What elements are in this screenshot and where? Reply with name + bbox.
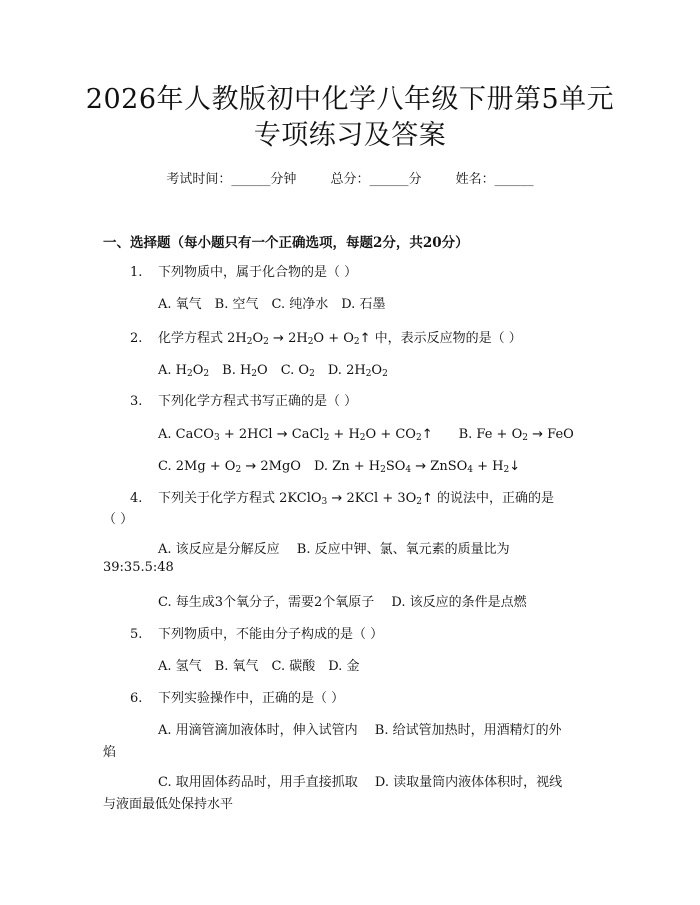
question-4-options-cd: C. 每生成3个氧分子，需要2个氧原子 D. 该反应的条件是点燃 bbox=[158, 595, 527, 610]
student-name: 姓名：______ bbox=[455, 172, 534, 187]
question-4-options-ab: A. 该反应是分解反应 B. 反应中钾、氯、氧元素的质量比为 bbox=[158, 542, 510, 557]
total-score: 总分：______分 bbox=[330, 172, 422, 187]
question-1 bbox=[130, 261, 357, 280]
question-number: 1. bbox=[130, 265, 143, 280]
question-3 bbox=[130, 390, 357, 409]
question-text: 下列关于化学方程式 2KClO$_3$ → $2KCl + 3O_2↑$ 的说法中，正确的是 bbox=[158, 491, 555, 507]
exam-info bbox=[0, 168, 700, 187]
question-6-options-ab: A. 用滴管滴加液体时，伸入试管内 B. 给试管加热时，用酒精灯的外 bbox=[158, 723, 562, 738]
question-4 bbox=[130, 487, 554, 507]
question-3-options-ab: A. CaCO$_3$ + 2HCl → CaCl$_2$ + $H_2O$ + $CO_2↑$ B. $Fe + O_2$ → FeO bbox=[158, 427, 574, 443]
question-4-text-continued: （ ） bbox=[103, 512, 134, 527]
question-number: 2. bbox=[130, 331, 143, 346]
page-title-line1: 2026年人教版初中化学八年级下册第5单元 bbox=[85, 84, 615, 115]
question-6 bbox=[130, 687, 344, 706]
exam-time: 考试时间：______分钟 bbox=[166, 172, 297, 187]
question-text: 下列物质中，不能由分子构成的是（ ） bbox=[158, 627, 384, 642]
section-heading: 一、选择题（每小题只有一个正确选项，每题2分，共20分） bbox=[103, 235, 469, 251]
question-5-options: A. 氢气 B. 氧气 C. 碳酸 D. 金 bbox=[158, 659, 360, 674]
question-number: 4. bbox=[130, 491, 143, 506]
question-4-options-ab-continued: 39:35.5:48 bbox=[103, 560, 174, 575]
question-6-options-cd-continued: 与液面最低处保持水平 bbox=[103, 797, 234, 812]
question-2-options: A. $H_2O_2$ B. $H_2O$ C. $O_2$ D. $2H_2O_2$ bbox=[158, 363, 388, 379]
question-6-options-ab-continued: 焰 bbox=[103, 745, 117, 760]
question-5 bbox=[130, 623, 383, 642]
question-6-options-cd: C. 取用固体药品时，用手直接抓取 D. 读取量筒内液体体积时，视线 bbox=[158, 775, 563, 790]
page-title-line2: 专项练习及答案 bbox=[253, 120, 447, 151]
question-text: 下列物质中，属于化合物的是（ ） bbox=[158, 265, 358, 280]
question-number: 6. bbox=[130, 691, 143, 706]
question-text: 下列实验操作中，正确的是（ ） bbox=[158, 691, 345, 706]
question-1-options: A. 氧气 B. 空气 C. 纯净水 D. 石墨 bbox=[158, 297, 386, 312]
question-text: 下列化学方程式书写正确的是（ ） bbox=[158, 394, 358, 409]
question-number: 3. bbox=[130, 394, 143, 409]
question-2 bbox=[130, 327, 522, 347]
question-text: 化学方程式 $2H_2O_2 \to 2H_2O$ + $O_2↑$ 中，表示反应物的是（ ） bbox=[158, 331, 522, 347]
question-number: 5. bbox=[130, 627, 143, 642]
question-3-options-cd: C. $2Mg + O_2 \to 2MgO$ D. $Zn + H_2SO_4$ → ZnSO$_4$ + $H_2↓$ bbox=[158, 459, 521, 475]
